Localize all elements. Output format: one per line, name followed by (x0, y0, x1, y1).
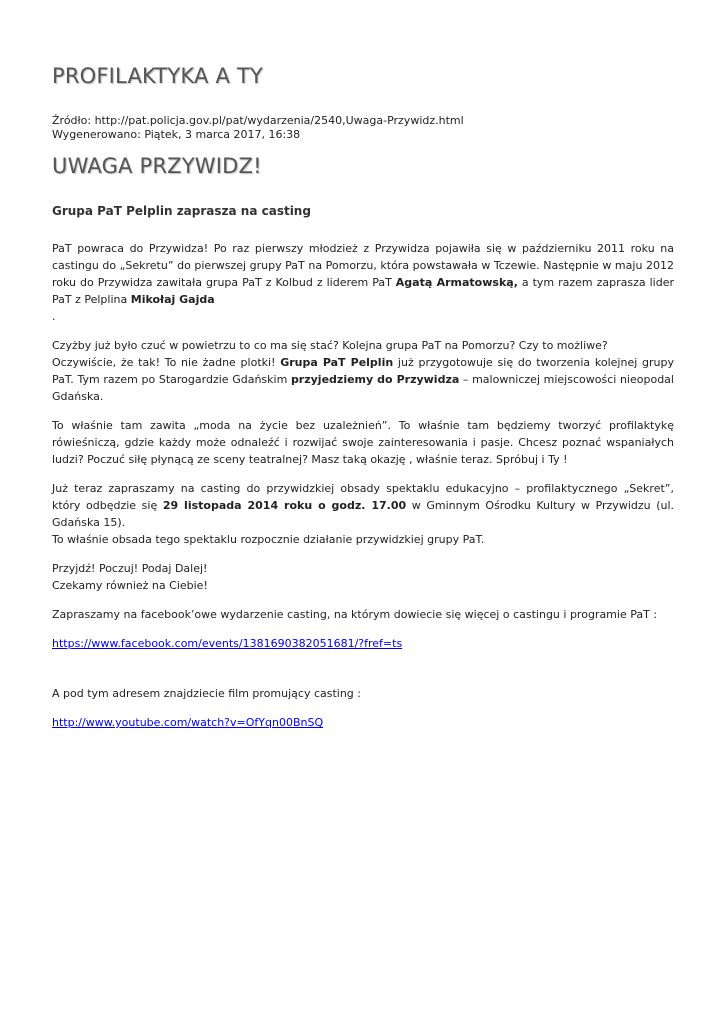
paragraph-4: Już teraz zapraszamy na casting do przywidzkiej obsady spektaklu edukacyjno – profilaktycznego „Sekret”, który odbędzie się 29 listopada 2014 roku o godz. 17.00 w Gminnym Ośrodku Kultury w Przywidzu (ul. Gdańska 15). To właśnie obsada tego spektaklu rozpocznie działanie przywidzkiej grupy PaT. (52, 482, 675, 546)
youtube-link-paragraph (52, 714, 674, 731)
youtube-video-link[interactable]: http://www.youtube.com/watch?v=OfYqn00BnSQ (52, 716, 324, 729)
article-body (52, 240, 674, 743)
paragraph-3: To właśnie tam zawita „moda na życie bez uzależnień”. To właśnie tam będziemy tworzyć profilaktykę rówieśniczą, gdzie każdy może odnaleźć i rozwijać swoje zainteresowania i pasje. Chcesz poznać wspaniałych ludzi? Poczuć siłę płynącą ze sceny teatralnej? Masz taką okazję , właśnie teraz. Spróbuj i Ty ! (52, 419, 674, 466)
facebook-event-link[interactable]: https://www.facebook.com/events/1381690382051681/?fref=ts (52, 637, 403, 650)
facebook-link-paragraph (52, 635, 674, 652)
paragraph-6: Zapraszamy na facebook’owe wydarzenie casting, na którym dowiecie się więcej o castingu i programie PaT : (52, 608, 658, 621)
paragraph-1: PaT powraca do Przywidza! Po raz pierwszy młodzież z Przywidza pojawiła się w październiku 2011 roku na castingu do „Sekretu” do pierwszej grupy PaT na Pomorzu, która powstawała w Tczewie. Następnie w maju 2012 roku do Przywidza zawitała grupa PaT z Kolbud z liderem PaT Agatą Armatowską, a tym razem zaprasza lider PaT z Pelplina Mikołaj Gajda . (52, 242, 674, 323)
meta-info (52, 114, 464, 142)
article-lead: Grupa PaT Pelplin zaprasza na casting (52, 204, 311, 218)
source-line: Źródło: http://pat.policja.gov.pl/pat/wydarzenia/2540,Uwaga-Przywidz.html (52, 114, 464, 127)
article-title: UWAGA PRZYWIDZ! (52, 154, 262, 178)
site-title: PROFILAKTYKA A TY (52, 64, 263, 88)
generated-line: Wygenerowano: Piątek, 3 marca 2017, 16:38 (52, 128, 301, 141)
paragraph-5: Przyjdź! Poczuj! Podaj Dalej! Czekamy również na Ciebie! (52, 562, 208, 592)
paragraph-7: A pod tym adresem znajdziecie film promujący casting : (52, 687, 361, 700)
paragraph-2: Czyżby już było czuć w powietrzu to co ma się stać? Kolejna grupa PaT na Pomorzu? Czy to możliwe? Oczywiście, że tak! To nie żadne plotki! Grupa PaT Pelplin już przygotowuje się do tworzenia kolejnej grupy PaT. Tym razem po Starogardzie Gdańskim przyjedziemy do Przywidza – malowniczej miejscowości nieopodal Gdańska. (52, 339, 674, 403)
